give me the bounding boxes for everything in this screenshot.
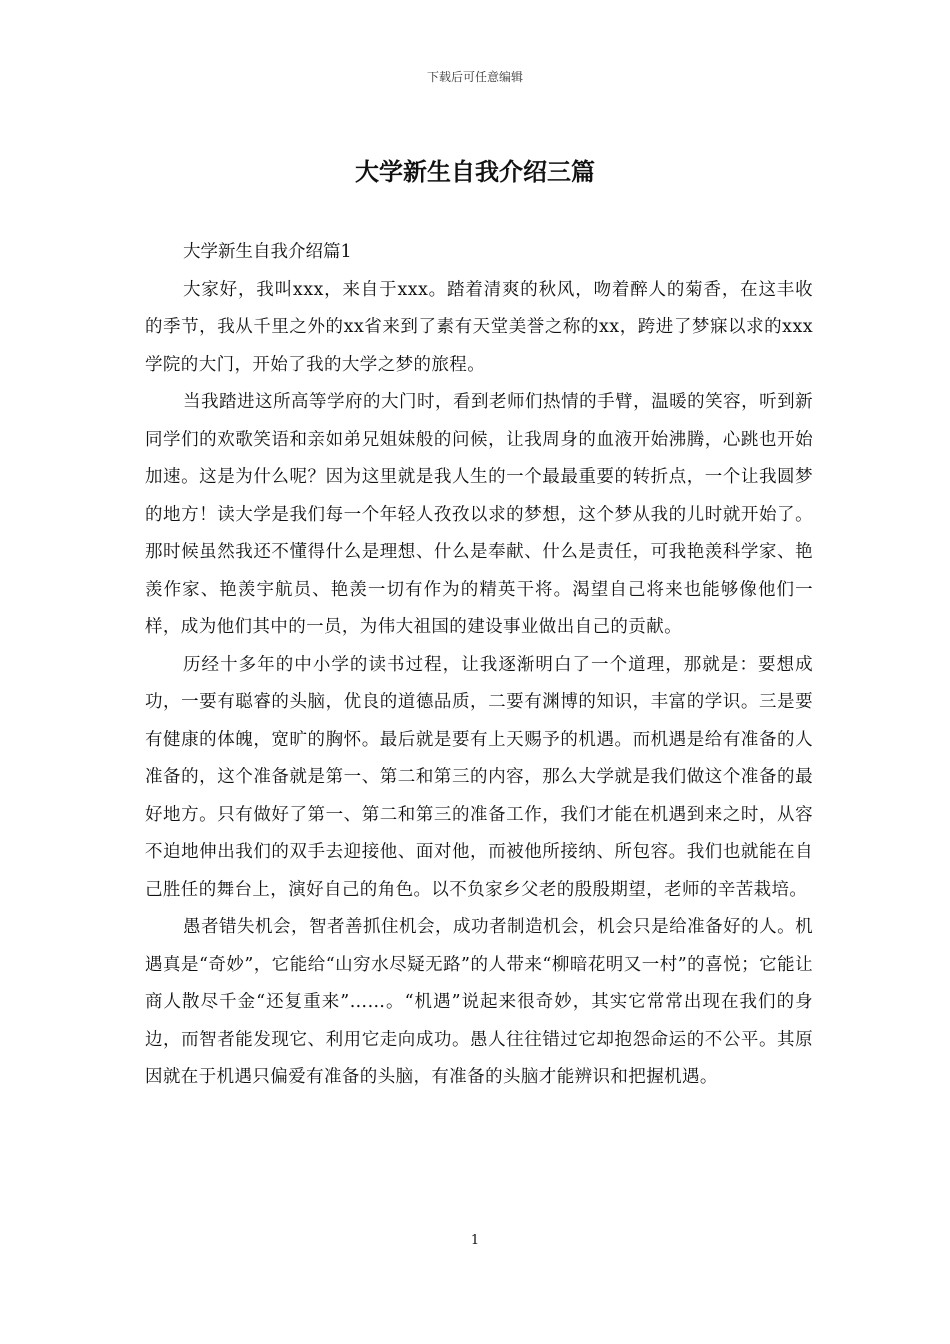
section-heading: 大学新生自我介绍篇1 [183, 242, 352, 262]
page-number: 1 [470, 1233, 480, 1248]
document-title: 大学新生自我介绍三篇 [355, 157, 595, 186]
paragraph-4: 愚者错失机会，智者善抓住机会，成功者制造机会，机会只是给准备好的人。机遇真是“奇妙”，它能给“山穷水尽疑无路”的人带来“柳暗花明又一村”的喜悦；它能让商人散尽千金“还复重来”……。“机遇”说起来很奇妙，其实它常常出现在我们的身边，而智者能发现它、利用它走向成功。愚人往往错过它却抱怨命运的不公平。其原因就在于机遇只偏爱有准备的头脑，有准备的头脑才能辨识和把握机遇。 [145, 917, 813, 1087]
paragraph-2: 当我踏进这所高等学府的大门时，看到老师们热情的手臂，温暖的笑容，听到新同学们的欢歌笑语和亲如弟兄姐妹般的问候，让我周身的血液开始沸腾，心跳也开始加速。这是为什么呢？因为这里就是我人生的一个最最重要的转折点，一个让我圆梦的地方！读大学是我们每一个年轻人孜孜以求的梦想，这个梦从我的儿时就开始了。那时候虽然我还不懂得什么是理想、什么是奉献、什么是责任，可我艳羡科学家、艳羡作家、艳羡宇航员、艳羡一切有作为的精英干将。渴望自己将来也能够像他们一样，成为他们其中的一员，为伟大祖国的建设事业做出自己的贡献。 [145, 392, 813, 637]
paragraph-1: 大家好，我叫xxx，来自于xxx。踏着清爽的秋风，吻着醉人的菊香，在这丰收的季节，我从千里之外的xx省来到了素有天堂美誉之称的xx，跨进了梦寐以求的xxx学院的大门，开始了我的大学之梦的旅程。 [145, 279, 813, 375]
paragraph-3: 历经十多年的中小学的读书过程，让我逐渐明白了一个道理，那就是：要想成功，一要有聪睿的头脑，优良的道德品质，二要有渊博的知识，丰富的学识。三是要有健康的体魄，宽旷的胸怀。最后就是要有上天赐予的机遇。而机遇是给有准备的人准备的，这个准备就是第一、第二和第三的内容，那么大学就是我们做这个准备的最好地方。只有做好了第一、第二和第三的准备工作，我们才能在机遇到来之时，从容不迫地伸出我们的双手去迎接他、面对他，而被他所接纳、所包容。我们也就能在自己胜任的舞台上，演好自己的角色。以不负家乡父老的殷殷期望，老师的辛苦栽培。 [145, 654, 813, 900]
document-body [145, 234, 813, 1097]
page-header-note: 下载后可任意编辑 [426, 70, 523, 84]
